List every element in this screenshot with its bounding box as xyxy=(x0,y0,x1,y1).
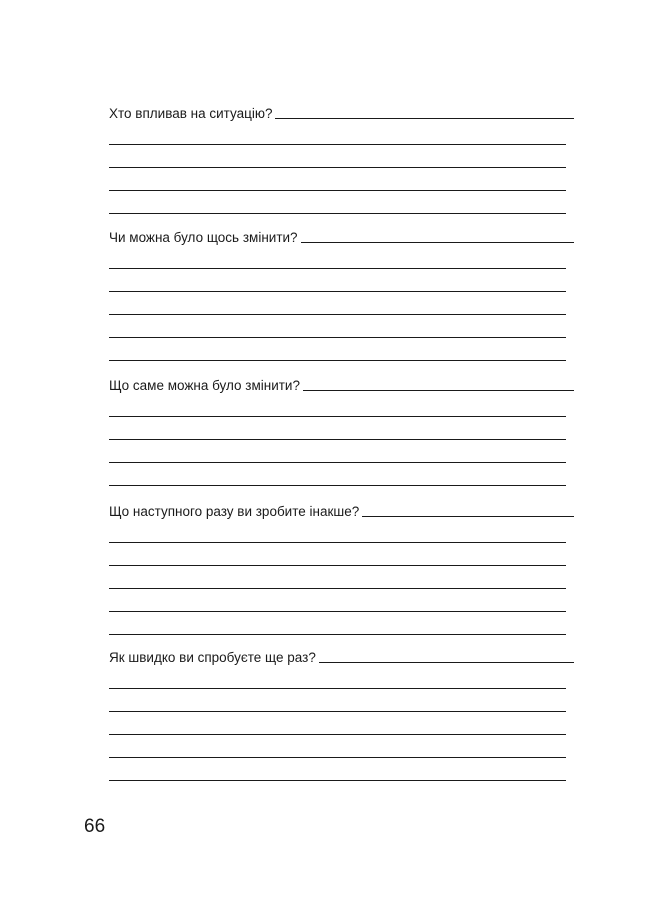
question-section-5 xyxy=(109,646,574,781)
answer-line[interactable] xyxy=(109,612,566,635)
answer-line[interactable] xyxy=(301,242,574,243)
answer-line[interactable] xyxy=(109,735,566,758)
answer-lines xyxy=(109,246,574,361)
answer-line[interactable] xyxy=(109,315,566,338)
answer-line[interactable] xyxy=(109,712,566,735)
question-row xyxy=(109,102,574,122)
answer-line[interactable] xyxy=(109,543,566,566)
answer-line[interactable] xyxy=(109,440,566,463)
question-text: Що саме можна було змінити? xyxy=(109,378,300,393)
answer-line[interactable] xyxy=(109,758,566,781)
answer-line[interactable] xyxy=(303,390,574,391)
answer-line[interactable] xyxy=(109,417,566,440)
question-row xyxy=(109,500,574,520)
answer-line[interactable] xyxy=(275,118,574,119)
question-text: Чи можна було щось змінити? xyxy=(109,230,298,245)
answer-line[interactable] xyxy=(109,246,566,269)
page-number: 66 xyxy=(84,816,106,837)
question-section-4 xyxy=(109,500,574,635)
answer-line[interactable] xyxy=(109,689,566,712)
answer-line[interactable] xyxy=(109,338,566,361)
question-section-3 xyxy=(109,374,574,486)
answer-line[interactable] xyxy=(109,463,566,486)
question-row xyxy=(109,374,574,394)
answer-line[interactable] xyxy=(109,666,566,689)
answer-lines xyxy=(109,122,574,214)
question-section-1 xyxy=(109,102,574,214)
answer-line[interactable] xyxy=(109,566,566,589)
answer-lines xyxy=(109,520,574,635)
question-text: Що наступного разу ви зробите інакше? xyxy=(109,504,360,519)
answer-line[interactable] xyxy=(362,516,574,517)
answer-line[interactable] xyxy=(109,168,566,191)
question-text: Як швидко ви спробуєте ще раз? xyxy=(109,650,316,665)
answer-line[interactable] xyxy=(319,662,574,663)
answer-line[interactable] xyxy=(109,269,566,292)
answer-lines xyxy=(109,666,574,781)
answer-lines xyxy=(109,394,574,486)
answer-line[interactable] xyxy=(109,394,566,417)
question-row xyxy=(109,646,574,666)
question-section-2 xyxy=(109,226,574,361)
answer-line[interactable] xyxy=(109,145,566,168)
question-row xyxy=(109,226,574,246)
question-text: Хто впливав на ситуацію? xyxy=(109,106,273,121)
answer-line[interactable] xyxy=(109,589,566,612)
answer-line[interactable] xyxy=(109,292,566,315)
answer-line[interactable] xyxy=(109,191,566,214)
answer-line[interactable] xyxy=(109,122,566,145)
answer-line[interactable] xyxy=(109,520,566,543)
